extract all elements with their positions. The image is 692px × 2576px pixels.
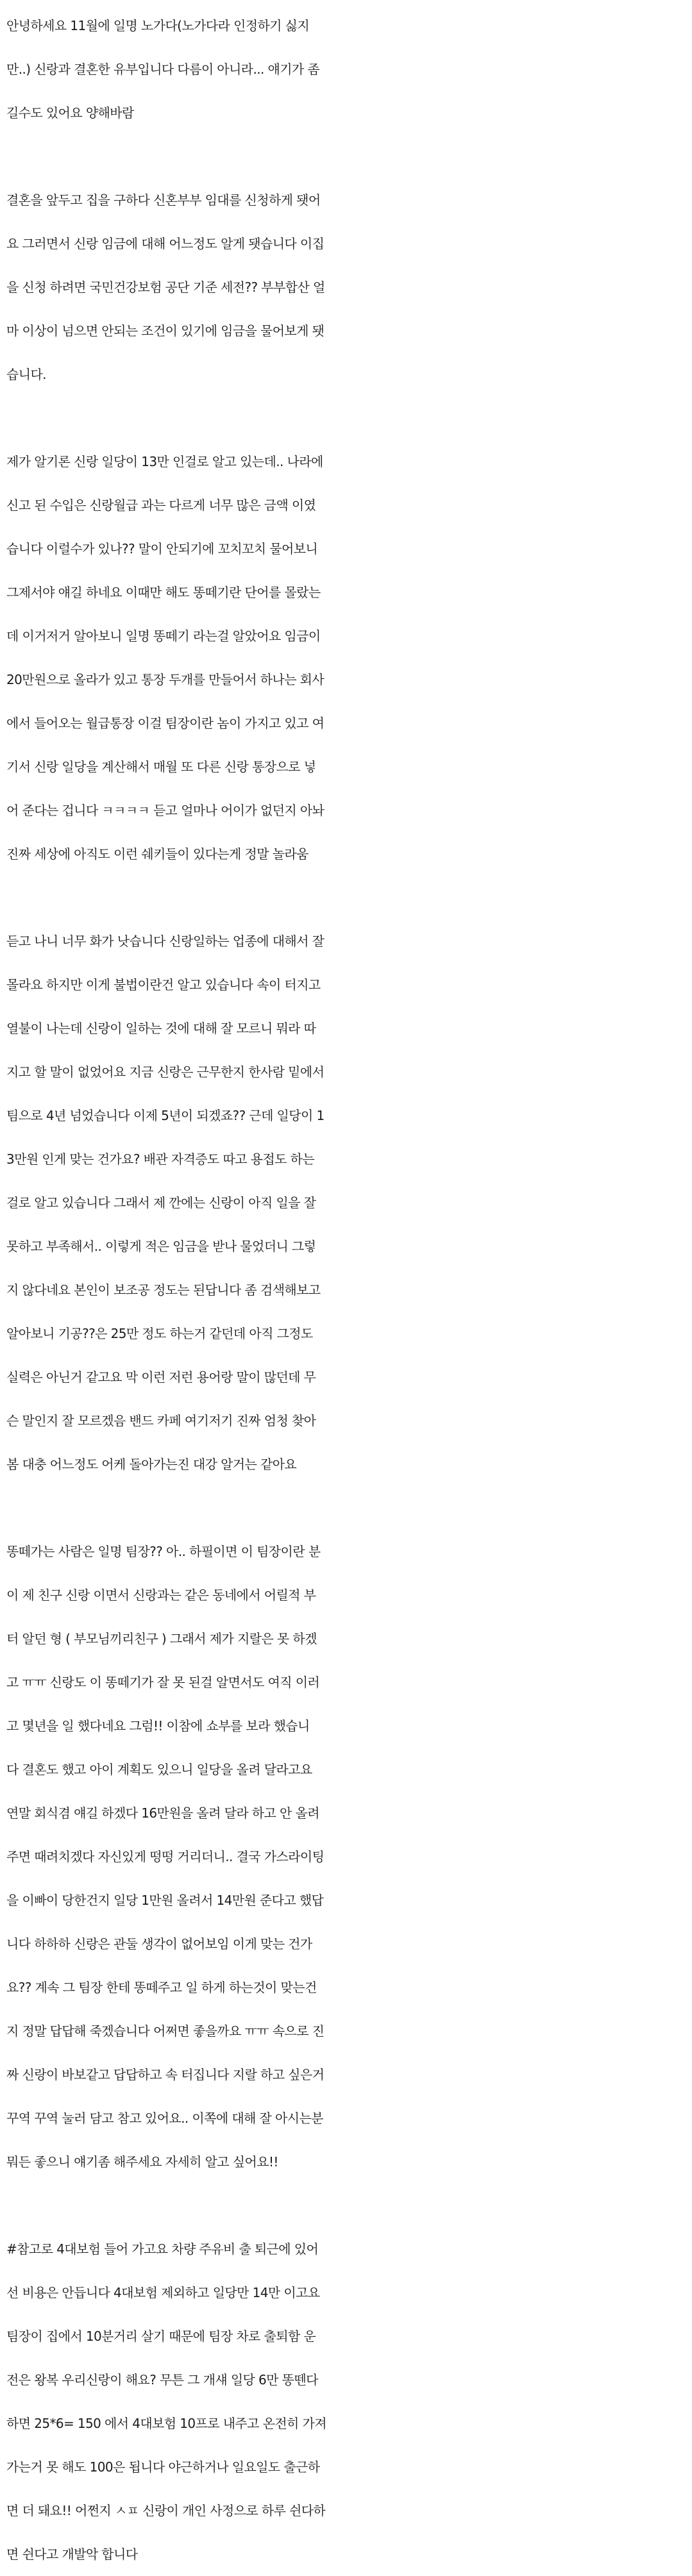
- text-line: 길수도 있어요 양해바람: [6, 105, 134, 121]
- paragraph: [0, 178, 692, 396]
- text-line: 습니다 이럴수가 있나?? 말이 안되기에 꼬치꼬치 물어보니: [6, 541, 318, 556]
- text-line: 3만원 인게 맞는 건가요? 배관 자격증도 따고 용접도 하는: [6, 1151, 315, 1167]
- text-line: 을 이빠이 당한건지 일당 1만원 올려서 14만원 준다고 했답: [6, 1893, 324, 1908]
- text-line: 요?? 계속 그 팀장 한테 똥떼주고 일 하게 하는것이 맞는건: [6, 1980, 317, 1995]
- text-line: 몰라요 하지만 이게 불법이란건 알고 있습니다 속이 터지고: [6, 977, 321, 992]
- text-line: 데 이거저거 알아보니 일명 똥떼기 라는걸 알았어요 임금이: [6, 628, 321, 644]
- paragraph-spacer: [0, 135, 692, 178]
- text-line: 마 이상이 넘으면 안되는 조건이 있기에 임금을 물어보게 됏: [6, 323, 325, 339]
- text-line: 을 신청 하려면 국민건강보험 공단 기준 세전?? 부부합산 얼: [6, 280, 325, 295]
- text-line: 뭐든 좋으니 얘기좀 해주세요 자세히 알고 싶어요!!: [6, 2154, 278, 2170]
- text-line: 팀장이 집에서 10분거리 살기 때문에 팀장 차로 출퇴함 운: [6, 2329, 316, 2344]
- text-line: 주면 때려치겠다 자신있게 떵떵 거리더니.. 결국 가스라이팅: [6, 1849, 325, 1864]
- paragraph-spacer: [0, 876, 692, 919]
- text-line: 지 정말 답답해 죽겠습니다 어쩌면 좋을까요 ㅠㅠ 속으로 진: [6, 2023, 325, 2039]
- paragraph-spacer: [0, 396, 692, 440]
- text-line: 지 않다네요 본인이 보조공 정도는 된답니다 좀 검색해보고: [6, 1282, 321, 1298]
- text-line: 어 준다는 겁니다 ㅋㅋㅋㅋ 듣고 얼마나 어이가 없던지 아놔: [6, 803, 325, 818]
- text-line: 알아보니 기공??은 25만 정도 하는거 같던데 아직 그정도: [6, 1326, 313, 1341]
- text-line: 제가 알기론 신랑 일당이 13만 인걸로 알고 있는데.. 나라에: [6, 454, 323, 469]
- text-line: 지고 할 말이 없었어요 지금 신랑은 근무한지 한사람 밑에서: [6, 1064, 325, 1080]
- text-line: 습니다.: [6, 367, 46, 382]
- text-line: 그제서야 얘길 하네요 이때만 해도 똥떼기란 단어를 몰랐는: [6, 585, 321, 600]
- text-line: 가는거 못 해도 100은 됩니다 야근하거나 일요일도 출근하: [6, 2459, 320, 2475]
- text-line: 만..) 신랑과 결혼한 유부입니다 다름이 아니라... 얘기가 좀: [6, 62, 320, 77]
- text-line: 고 ㅠㅠ 신랑도 이 똥떼기가 잘 못 된걸 알면서도 여직 이러: [6, 1675, 320, 1690]
- text-line: 봄 대충 어느정도 어케 돌아가는진 대강 알거는 같아요: [6, 1457, 297, 1472]
- paragraph: [0, 919, 692, 1486]
- paragraph: [0, 4, 692, 135]
- paragraph: [0, 2227, 692, 2576]
- paragraph-spacer: [0, 1486, 692, 1530]
- text-line: 팀으로 4년 넘었습니다 이제 5년이 되겠죠?? 근데 일당이 1: [6, 1108, 325, 1123]
- paragraph: [0, 1530, 692, 2184]
- text-line: 신고 된 수입은 신랑월급 과는 다르게 너무 많은 금액 이였: [6, 498, 316, 513]
- text-line: 걸로 알고 있습니다 그래서 제 깐에는 신랑이 아직 일을 잘: [6, 1195, 316, 1210]
- text-line: 20만원으로 올라가 있고 통장 두개를 만들어서 하나는 회사: [6, 672, 325, 687]
- paragraph: [0, 440, 692, 876]
- text-line: 결혼을 앞두고 집을 구하다 신혼부부 임대를 신청하게 됏어: [6, 192, 321, 208]
- text-line: 면 쉰다고 개발악 합니다: [6, 2547, 138, 2562]
- text-line: 실력은 아닌거 같고요 막 이런 저런 용어랑 말이 많던데 무: [6, 1369, 316, 1385]
- text-line: 열불이 나는데 신랑이 일하는 것에 대해 잘 모르니 뭐라 따: [6, 1021, 316, 1036]
- text-line: 연말 회식겸 얘길 하겠다 16만원을 올려 달라 하고 안 올려: [6, 1805, 319, 1821]
- text-line: #참고로 4대보험 들어 가고요 차량 주유비 출 퇴근에 있어: [6, 2241, 319, 2257]
- text-line: 못하고 부족해서.. 이렇게 적은 임금을 받나 물었더니 그렇: [6, 1239, 316, 1254]
- text-line: 선 비용은 안듭니다 4대보험 제외하고 일당만 14만 이고요: [6, 2285, 320, 2300]
- text-line: 요 그러면서 신랑 임금에 대해 어느정도 알게 됏습니다 이집: [6, 236, 325, 251]
- text-line: 에서 들어오는 월급통장 이걸 팀장이란 놈이 가지고 있고 여: [6, 715, 325, 731]
- text-line: 터 알던 형 ( 부모님끼리친구 ) 그래서 제가 지랄은 못 하겠: [6, 1631, 317, 1646]
- text-line: 면 더 돼요!! 어쩐지 ㅅㅍ 신랑이 개인 사정으로 하루 쉰다하: [6, 2503, 326, 2518]
- text-line: 짜 신랑이 바보같고 답답하고 속 터집니다 지랄 하고 싶은거: [6, 2067, 325, 2082]
- paragraph-spacer: [0, 2184, 692, 2227]
- text-line: 니다 하하하 신랑은 관둘 생각이 없어보임 이게 맞는 건가: [6, 1936, 312, 1952]
- text-line: 전은 왕복 우리신랑이 해요? 무튼 그 개섀 일당 6만 똥뗀다: [6, 2372, 318, 2388]
- text-line: 고 몇년을 일 했다네요 그럼!! 이참에 쇼부를 보라 했습니: [6, 1718, 310, 1734]
- text-line: 꾸역 꾸역 눌러 담고 참고 있어요.. 이쪽에 대해 잘 아시는분: [6, 2111, 323, 2126]
- text-line: 진짜 세상에 아직도 이런 쉐키들이 있다는게 정말 놀라움: [6, 846, 308, 862]
- text-line: 똥떼가는 사람은 일명 팀장?? 아.. 하필이면 이 팀장이란 분: [6, 1544, 321, 1559]
- post-body: [0, 4, 692, 2576]
- text-line: 안녕하세요 11월에 일명 노가다(노가다라 인정하기 싫지: [6, 18, 310, 33]
- text-line: 듣고 나니 너무 화가 낫습니다 신랑일하는 업종에 대해서 잘: [6, 933, 325, 949]
- text-line: 이 제 친구 신랑 이면서 신랑과는 같은 동네에서 어릴적 부: [6, 1587, 316, 1603]
- text-line: 슨 말인지 잘 모르겠음 밴드 카페 여기저기 진짜 엄청 찾아: [6, 1413, 316, 1428]
- text-line: 다 결혼도 했고 아이 계획도 있으니 일당을 올려 달라고요: [6, 1762, 312, 1777]
- text-line: 기서 신랑 일당을 계산해서 매월 또 다른 신랑 통장으로 넣: [6, 759, 316, 774]
- text-line: 하면 25*6= 150 에서 4대보험 10프로 내주고 온전히 가져: [6, 2416, 326, 2431]
